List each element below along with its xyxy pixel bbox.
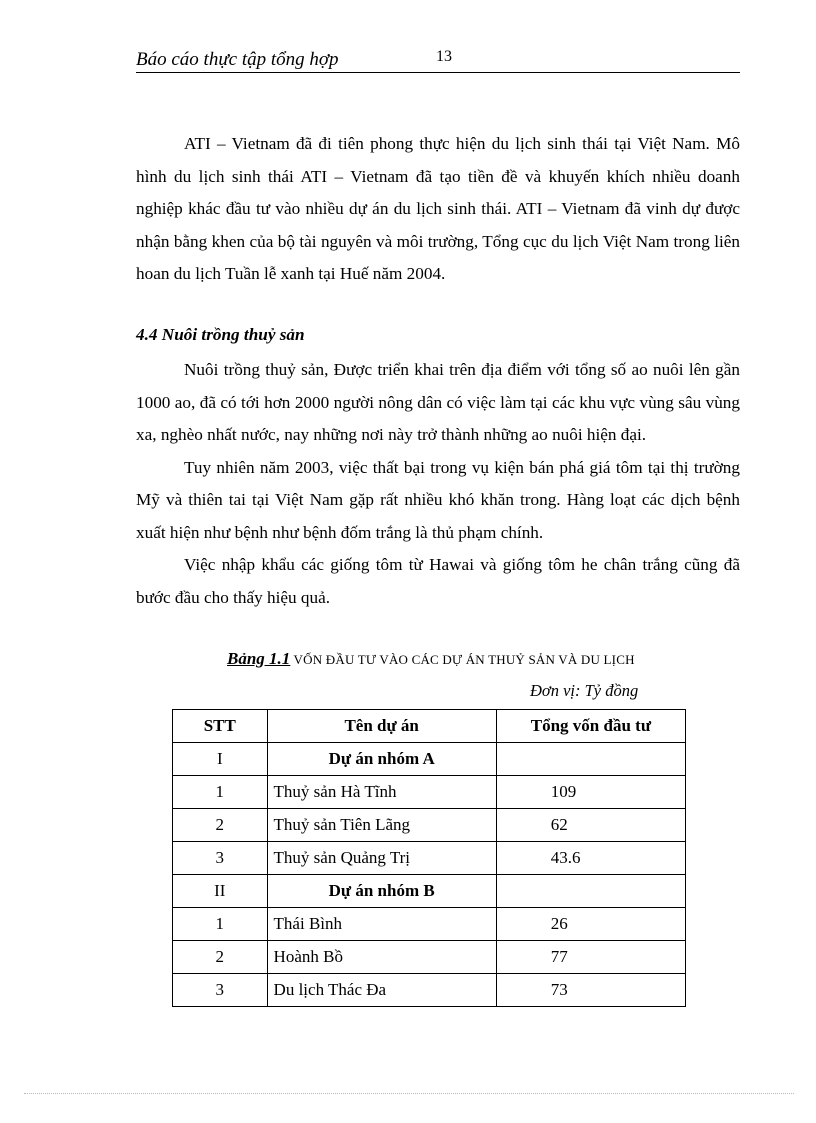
table-unit: Đơn vị: Tỷ đồng (530, 681, 639, 700)
page-header (136, 46, 740, 73)
cell-total-capital: 77 (496, 941, 685, 974)
cell-stt: 3 (173, 842, 268, 875)
table-row (173, 941, 686, 974)
cell-stt: II (173, 875, 268, 908)
cell-stt: 1 (173, 908, 268, 941)
intro-text (136, 128, 740, 291)
cell-stt: 2 (173, 809, 268, 842)
cell-stt: 1 (173, 776, 268, 809)
table-row (173, 842, 686, 875)
cell-total-capital: 43.6 (496, 842, 685, 875)
paragraph: Nuôi trồng thuỷ sản, Được triển khai trên địa điểm với tổng số ao nuôi lên gần 1000 ao, đã có tới hơn 2000 người nông dân có việc làm tại các khu vực vùng sâu vùng xa, nghèo nhất nước, nay những nơi này trở thành những ao nuôi hiện đại. (136, 360, 740, 444)
cell-project-name: Dự án nhóm B (267, 875, 496, 908)
cell-stt: I (173, 743, 268, 776)
paragraph: Tuy nhiên năm 2003, việc thất bại trong vụ kiện bán phá giá tôm tại thị trường Mỹ và thiên tai tại Việt Nam gặp rất nhiều khó khăn trong. Hàng loạt các dịch bệnh xuất hiện như bệnh như bệnh đốm trắng là thủ phạm chính. (136, 457, 740, 542)
cell-project-name: Dự án nhóm A (267, 743, 496, 776)
table-row (173, 875, 686, 908)
header-stt: STT (173, 710, 268, 743)
cell-project-name: Thuỷ sản Quảng Trị (267, 842, 496, 875)
cell-total-capital: 26 (496, 908, 685, 941)
cell-stt: 3 (173, 974, 268, 1007)
report-title: Báo cáo thực tập tổng hợp (136, 49, 339, 70)
cell-project-name: Hoành Bồ (267, 941, 496, 974)
cell-total-capital: 73 (496, 974, 685, 1007)
section-heading: 4.4 Nuôi trồng thuỷ sản (136, 325, 305, 344)
table-caption-title: VỐN ĐẦU TƯ VÀO CÁC DỰ ÁN THUỶ SẢN VÀ DU LỊCH (293, 652, 635, 667)
table-header-row (173, 710, 686, 743)
table-row (173, 809, 686, 842)
cell-project-name: Thuỷ sản Hà Tĩnh (267, 776, 496, 809)
cell-project-name: Thuỷ sản Tiên Lãng (267, 809, 496, 842)
header-total-capital: Tổng vốn đầu tư (496, 710, 685, 743)
header-project-name: Tên dự án (267, 710, 496, 743)
table-row (173, 974, 686, 1007)
page-number: 13 (436, 48, 452, 65)
table-caption (227, 649, 635, 669)
cell-total-capital: 109 (496, 776, 685, 809)
paragraph: Việc nhập khẩu các giống tôm từ Hawai và giống tôm he chân trắng cũng đã bước đầu cho thấy hiệu quả. (136, 555, 740, 607)
table-caption-label: Bảng 1.1 (227, 649, 291, 668)
table-row (173, 743, 686, 776)
cell-total-capital (496, 743, 685, 776)
paragraph: ATI – Vietnam đã đi tiên phong thực hiện du lịch sinh thái tại Việt Nam. Mô hình du lịch sinh thái ATI – Vietnam đã tạo tiền đề và khuyến khích nhiều doanh nghiệp khác đầu tư vào nhiều dự án du lịch sinh thái. ATI – Vietnam đã vinh dự được nhận bằng khen của bộ tài nguyên và môi trường, Tổng cục du lịch Việt Nam trong liên hoan du lịch Tuần lễ xanh tại Huế năm 2004. (136, 134, 740, 283)
table-row (173, 908, 686, 941)
page-bottom-rule (24, 1093, 794, 1094)
cell-stt: 2 (173, 941, 268, 974)
table-row (173, 776, 686, 809)
cell-total-capital (496, 875, 685, 908)
investment-table (172, 709, 686, 1007)
section-text (136, 354, 740, 614)
cell-project-name: Du lịch Thác Đa (267, 974, 496, 1007)
table-body (173, 743, 686, 1007)
cell-total-capital: 62 (496, 809, 685, 842)
cell-project-name: Thái Bình (267, 908, 496, 941)
